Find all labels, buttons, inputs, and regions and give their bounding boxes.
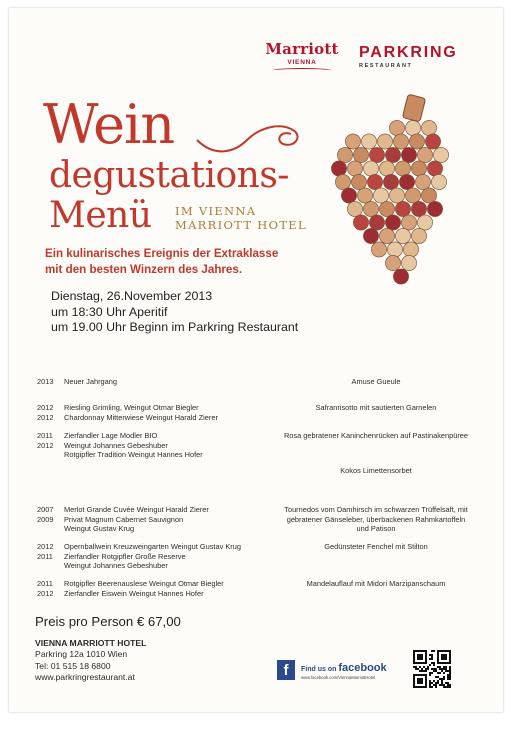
qr-module bbox=[439, 668, 441, 670]
dish-name bbox=[265, 579, 487, 589]
facebook-find-label: Find us on bbox=[301, 666, 339, 673]
dish-name bbox=[265, 403, 487, 413]
qr-module bbox=[431, 656, 433, 658]
wine-pairing bbox=[64, 579, 284, 598]
address-phone: Tel: 01 515 18 6800 bbox=[35, 660, 111, 671]
dish-name-line: Gedünsteter Fenchel mit Stilton bbox=[324, 542, 428, 551]
qr-module bbox=[441, 678, 443, 680]
qr-module bbox=[431, 686, 433, 688]
qr-module bbox=[421, 670, 423, 672]
qr-module bbox=[441, 654, 447, 660]
vintage-years-line: 2011 bbox=[37, 551, 53, 561]
cork-disc bbox=[425, 134, 440, 149]
dish-name bbox=[265, 542, 487, 552]
qr-module bbox=[435, 676, 437, 678]
hotel-address bbox=[35, 638, 146, 684]
cork-disc bbox=[371, 242, 386, 257]
cork-disc bbox=[433, 147, 448, 162]
qr-module bbox=[449, 668, 451, 670]
event-details bbox=[51, 289, 298, 336]
dish-name bbox=[265, 377, 487, 387]
wine-pairing-line: Privat Magnum Cabernet Sauvignon bbox=[64, 514, 184, 524]
qr-module bbox=[433, 664, 435, 666]
qr-module bbox=[439, 684, 441, 686]
vintage-years-line: 2011 bbox=[37, 431, 53, 440]
wine-pairing bbox=[64, 377, 284, 387]
vintage-years bbox=[37, 505, 59, 524]
facebook-url: www.facebook.com/ViennaMarriottHotel bbox=[301, 675, 376, 680]
qr-module bbox=[445, 686, 447, 688]
qr-module bbox=[441, 668, 443, 670]
cork-disc bbox=[379, 161, 394, 176]
vintage-years bbox=[37, 377, 59, 387]
vintage-years bbox=[37, 403, 59, 422]
qr-module bbox=[443, 666, 445, 668]
cork-disc bbox=[421, 120, 436, 135]
qr-module bbox=[433, 680, 435, 682]
cork-disc bbox=[393, 269, 408, 284]
address-website[interactable]: www.parkringrestaurant.at bbox=[35, 672, 135, 683]
vintage-years-line: 2012 bbox=[37, 542, 54, 551]
wine-pairing-line: Rotgipfler Beerenauslese Weingut Otmar Biegler bbox=[64, 579, 224, 588]
qr-code[interactable] bbox=[413, 650, 451, 688]
cork-disc bbox=[377, 134, 392, 149]
title-degustations: degustations- bbox=[49, 155, 289, 196]
logo-bar bbox=[9, 34, 503, 84]
qr-module bbox=[425, 670, 427, 672]
qr-module bbox=[443, 684, 445, 686]
cork-disc bbox=[415, 174, 430, 189]
dish-name-line: Tournedos vom Damhirsch im schwarzen Trüffelsaft, mit bbox=[284, 505, 468, 514]
dish-name-line: gebratener Gänseleber, überbackenen Rahmkartoffeln bbox=[286, 514, 466, 524]
cork-disc bbox=[395, 201, 410, 216]
cork-disc bbox=[379, 228, 394, 243]
qr-module bbox=[443, 676, 445, 678]
cork-disc bbox=[385, 215, 400, 230]
dish-name bbox=[265, 466, 487, 476]
cork-disc bbox=[401, 147, 416, 162]
parkring-logo bbox=[359, 44, 469, 69]
price: Preis pro Person € 67,00 bbox=[35, 614, 181, 629]
cork-disc bbox=[383, 174, 398, 189]
title-wein: Wein bbox=[43, 93, 175, 156]
parkring-logo-sub: RESTAURANT bbox=[359, 63, 413, 69]
wine-pairing-line: Merlot Grande Cuvée Weingut Harald Zierer bbox=[64, 505, 209, 514]
subhead-line-2: MARRIOTT HOTEL bbox=[175, 218, 307, 232]
dish-name bbox=[265, 431, 487, 441]
qr-module bbox=[445, 668, 447, 670]
qr-module bbox=[415, 668, 417, 670]
vintage-years-line: 2009 bbox=[37, 514, 54, 524]
cork-disc bbox=[389, 120, 404, 135]
qr-module bbox=[443, 686, 445, 688]
cork-disc bbox=[351, 174, 366, 189]
vintage-years bbox=[37, 542, 59, 561]
qr-module bbox=[439, 666, 441, 668]
cork-disc bbox=[347, 201, 362, 216]
qr-module bbox=[437, 676, 439, 678]
marriott-logo-name: Marriott bbox=[265, 40, 339, 58]
vintage-years-line: 2012 bbox=[37, 403, 54, 412]
qr-module bbox=[429, 674, 431, 676]
qr-module bbox=[445, 666, 447, 668]
qr-module bbox=[431, 672, 433, 674]
cork-disc bbox=[405, 120, 420, 135]
cork-disc bbox=[335, 174, 350, 189]
parkring-logo-name: PARKRING bbox=[359, 44, 458, 61]
qr-module bbox=[443, 668, 445, 670]
qr-module bbox=[433, 662, 435, 664]
cork-disc bbox=[395, 161, 410, 176]
qr-module bbox=[435, 682, 437, 684]
wine-pairing-line: Chardonnay Mitterwiese Weingut Harald Zierer bbox=[64, 412, 218, 422]
qr-module bbox=[447, 682, 449, 684]
qr-module bbox=[441, 680, 443, 682]
facebook-find-text bbox=[301, 662, 387, 674]
qr-module bbox=[419, 670, 421, 672]
dish-name-line: Rosa gebratener Kaninchenrücken auf Pastinakenpüree bbox=[283, 431, 469, 440]
qr-module bbox=[417, 678, 423, 684]
vintage-years-line: 2012 bbox=[37, 412, 54, 422]
qr-module bbox=[447, 684, 449, 686]
wine-pairing bbox=[64, 431, 284, 460]
qr-module bbox=[435, 668, 437, 670]
marriott-swoosh bbox=[272, 68, 332, 73]
cork-disc bbox=[401, 255, 416, 270]
cork-disc bbox=[427, 201, 442, 216]
wine-pairing-line: Zierfandler Rotgipfler Große Reserve bbox=[64, 551, 186, 561]
qr-module bbox=[429, 658, 431, 660]
dish-name-line: Mandelauflauf mit Midori Marzipanschaum bbox=[306, 579, 446, 588]
wine-pairing-line: Zierfandler Lage Modler BIO bbox=[64, 431, 158, 440]
qr-module bbox=[437, 682, 439, 684]
qr-module bbox=[439, 672, 441, 674]
qr-module bbox=[447, 686, 449, 688]
claim-text bbox=[45, 246, 278, 278]
qr-module bbox=[447, 674, 449, 676]
claim-line-2: mit den besten Winzern des Jahres. bbox=[45, 263, 243, 276]
qr-module bbox=[449, 672, 451, 674]
event-start: um 19.00 Uhr Beginn im Parkring Restaurant bbox=[51, 320, 299, 334]
qr-module bbox=[445, 670, 447, 672]
vintage-years-line: 2012 bbox=[37, 440, 54, 450]
qr-module bbox=[417, 654, 423, 660]
qr-module bbox=[441, 682, 443, 684]
qr-module bbox=[437, 666, 439, 668]
cork-disc bbox=[341, 188, 356, 203]
cork-disc bbox=[363, 201, 378, 216]
wine-pairing-line: Zierfandler Eiswein Weingut Hannes Hofer bbox=[64, 588, 204, 598]
qr-module bbox=[449, 676, 451, 678]
qr-module bbox=[423, 670, 425, 672]
qr-module bbox=[427, 666, 429, 668]
qr-module bbox=[431, 658, 433, 660]
qr-module bbox=[447, 670, 449, 672]
qr-module bbox=[431, 654, 433, 656]
facebook-brand: facebook bbox=[338, 662, 387, 674]
vintage-years bbox=[37, 579, 59, 598]
qr-module bbox=[431, 668, 433, 670]
cork-disc bbox=[393, 134, 408, 149]
cork-disc bbox=[403, 242, 418, 257]
qr-module bbox=[441, 670, 443, 672]
qr-module bbox=[427, 668, 429, 670]
cork-disc bbox=[421, 188, 436, 203]
wine-pairing bbox=[64, 403, 284, 422]
qr-module bbox=[429, 672, 431, 674]
wine-pairing-line: Weingut Johannes Gebeshuber bbox=[64, 440, 168, 450]
dish-name-line: und Patison bbox=[356, 524, 396, 534]
qr-module bbox=[429, 686, 431, 688]
qr-module bbox=[413, 666, 415, 668]
qr-module bbox=[431, 662, 433, 664]
cork-disc bbox=[427, 161, 442, 176]
qr-module bbox=[443, 672, 445, 674]
cork-disc bbox=[409, 134, 424, 149]
wine-pairing-line: Rotgipfler Tradition Weingut Hannes Hofer bbox=[64, 450, 203, 460]
qr-module bbox=[439, 678, 441, 680]
cork-disc bbox=[353, 147, 368, 162]
wine-pairing-line: Opernballwein Kreuzweingarten Weingut Gustav Krug bbox=[64, 542, 241, 551]
vintage-years-line: 2011 bbox=[37, 579, 53, 588]
address-hotel-name: VIENNA MARRIOTT HOTEL bbox=[35, 638, 147, 648]
vintage-years-line: 2007 bbox=[37, 505, 54, 514]
wine-pairing-line: Weingut Gustav Krug bbox=[64, 524, 135, 534]
wine-cork-grape-image bbox=[327, 92, 483, 292]
qr-module bbox=[417, 668, 419, 670]
dish-name-line: Safranrisotto mit sautierten Garnelen bbox=[315, 403, 437, 412]
cork-disc bbox=[357, 188, 372, 203]
facebook-icon: f bbox=[277, 660, 295, 680]
marriott-logo bbox=[261, 40, 343, 73]
wine-pairing-line: Riesling Grimling, Weingut Otmar Biegler bbox=[64, 403, 199, 412]
cork-disc bbox=[395, 228, 410, 243]
cork-disc bbox=[385, 147, 400, 162]
cork-disc bbox=[363, 228, 378, 243]
cork-disc bbox=[401, 215, 416, 230]
cork-stem bbox=[402, 94, 425, 122]
cork-disc bbox=[417, 215, 432, 230]
qr-module bbox=[435, 686, 437, 688]
cork-disc bbox=[369, 147, 384, 162]
qr-module bbox=[425, 668, 427, 670]
wine-pairing bbox=[64, 505, 284, 534]
cork-disc bbox=[431, 174, 446, 189]
qr-module bbox=[437, 672, 439, 674]
qr-module bbox=[443, 678, 445, 680]
qr-module bbox=[415, 666, 417, 668]
qr-module bbox=[429, 654, 431, 656]
subhead-line-1: IM VIENNA bbox=[175, 204, 257, 218]
qr-module bbox=[433, 670, 435, 672]
cork-disc bbox=[379, 201, 394, 216]
address-street: Parkring 12a 1010 Wien bbox=[35, 649, 128, 660]
dish-name-line: Kokos Limettensorbet bbox=[340, 466, 412, 475]
dish-name bbox=[265, 505, 487, 534]
qr-module bbox=[449, 674, 451, 676]
facebook-badge[interactable] bbox=[277, 658, 407, 688]
cork-disc bbox=[361, 134, 376, 149]
qr-module bbox=[445, 682, 447, 684]
cork-disc bbox=[331, 161, 346, 176]
qr-module bbox=[421, 668, 423, 670]
cork-disc bbox=[387, 242, 402, 257]
qr-module bbox=[431, 682, 433, 684]
qr-module bbox=[419, 666, 421, 668]
qr-module bbox=[435, 684, 437, 686]
cork-disc bbox=[411, 161, 426, 176]
qr-module bbox=[435, 670, 437, 672]
title-menu: Menü bbox=[49, 195, 152, 236]
cork-disc bbox=[337, 147, 352, 162]
qr-module bbox=[447, 676, 449, 678]
claim-line-1: Ein kulinarisches Ereignis der Extraklasse bbox=[45, 247, 279, 260]
qr-module bbox=[449, 670, 451, 672]
cork-disc bbox=[373, 188, 388, 203]
title-subhead bbox=[175, 204, 307, 232]
qr-module bbox=[433, 650, 435, 652]
marriott-logo-city: VIENNA bbox=[287, 59, 317, 66]
qr-module bbox=[449, 684, 451, 686]
cork-disc bbox=[345, 134, 360, 149]
qr-module bbox=[431, 650, 433, 652]
cork-disc bbox=[411, 201, 426, 216]
cork-disc bbox=[385, 255, 400, 270]
wine-pairing bbox=[64, 542, 284, 571]
qr-module bbox=[447, 678, 449, 680]
cork-disc bbox=[411, 228, 426, 243]
cork-disc bbox=[347, 161, 362, 176]
qr-module bbox=[429, 682, 431, 684]
event-aperitif: um 18:30 Uhr Aperitif bbox=[51, 304, 168, 319]
event-date: Dienstag, 26.November 2013 bbox=[51, 289, 213, 303]
wine-pairing-line: Weingut Johannes Gebeshuber bbox=[64, 561, 168, 571]
qr-module bbox=[449, 686, 451, 688]
vintage-years bbox=[37, 431, 59, 450]
cork-disc bbox=[417, 147, 432, 162]
qr-module bbox=[433, 684, 435, 686]
qr-module bbox=[437, 680, 439, 682]
qr-module bbox=[433, 668, 435, 670]
cork-disc bbox=[389, 188, 404, 203]
menu-flyer bbox=[9, 8, 503, 712]
cork-disc bbox=[363, 161, 378, 176]
qr-module bbox=[429, 684, 431, 686]
dish-name-line: Amuse Gueule bbox=[351, 377, 401, 386]
qr-module bbox=[423, 666, 425, 668]
vintage-years-line: 2013 bbox=[37, 377, 54, 386]
cork-disc bbox=[369, 215, 384, 230]
qr-module bbox=[429, 664, 431, 666]
wine-pairing-line: Neuer Jahrgang bbox=[64, 377, 118, 386]
qr-module bbox=[441, 684, 443, 686]
qr-module bbox=[449, 666, 451, 668]
vintage-years-line: 2012 bbox=[37, 588, 54, 598]
cork-disc bbox=[405, 188, 420, 203]
cork-disc bbox=[367, 174, 382, 189]
decorative-swirl bbox=[195, 118, 305, 158]
cork-disc bbox=[353, 215, 368, 230]
qr-module bbox=[449, 678, 451, 680]
cork-disc bbox=[399, 174, 414, 189]
qr-module bbox=[429, 680, 431, 682]
